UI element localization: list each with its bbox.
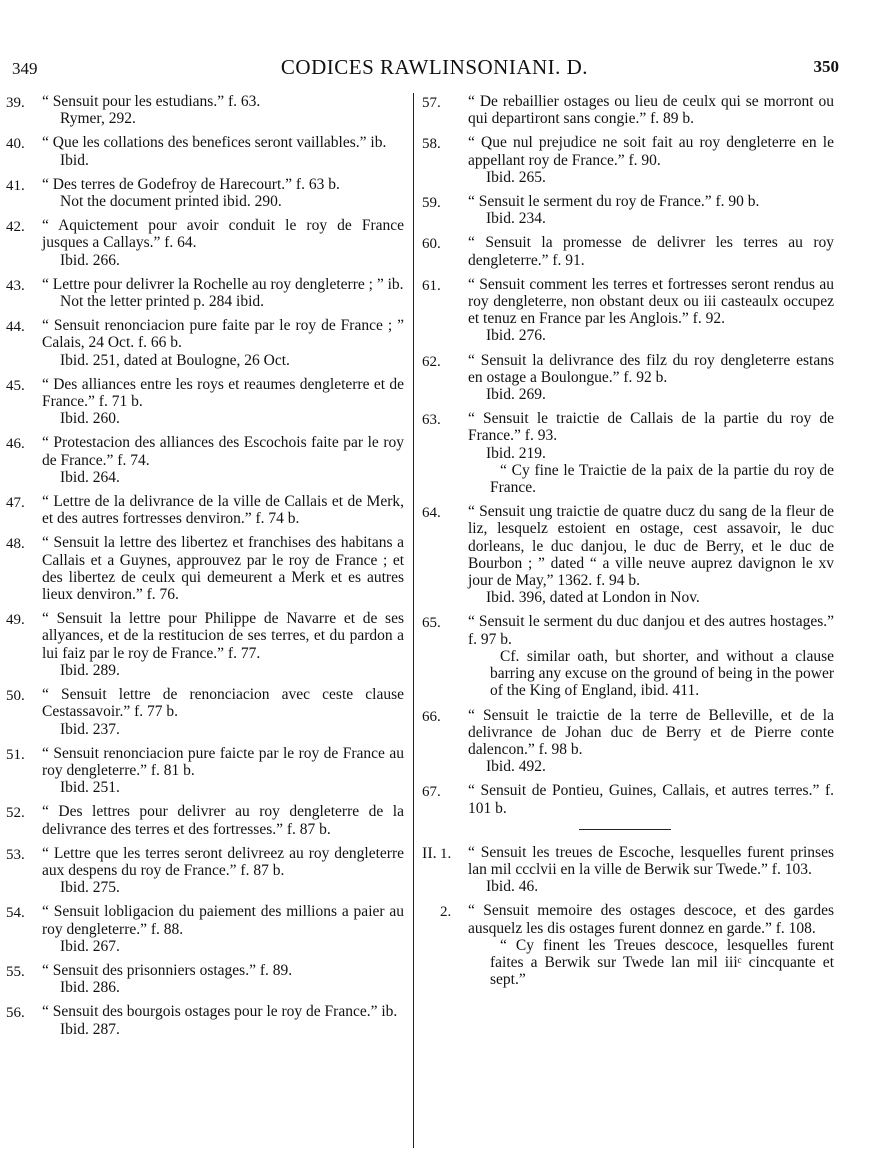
entry-text: “ Sensuit le traictie de Callais de la partie du roy de France.” f. 93. [468,410,834,445]
entry-number: 56. [6,1005,25,1022]
right-column [424,93,834,995]
catalogue-entry-60 [424,234,834,268]
entry-number: 55. [6,963,25,980]
catalogue-entry-52 [6,803,404,838]
catalogue-entry-57 [424,93,834,127]
entry-text: “ Que les collations des benefices seront vaillables.” ib. [42,134,387,152]
entry-text: “ Des terres de Godefroy de Harecourt.” f. 63 b. [42,175,340,193]
catalogue-entry-51 [6,744,404,797]
entry-text: “ Sensuit lettre de renonciacion avec ceste clause Cestassavoir.” f. 77 b. [42,686,404,721]
entry-text: “ Sensuit les treues de Escoche, lesquelles furent prinses lan mil ccclvii en la ville de Berwik sur Twede.” f. 103. [468,843,834,878]
entry-text: “ Aquictement pour avoir conduit le roy de France jusques a Callays.” f. 64. [42,217,404,252]
entry-text: “ Des lettres pour delivrer au roy dengleterre de la delivrance des terres et des fortresses.” f. 87 b. [42,803,404,838]
entry-number: 62. [422,353,441,370]
entry-text: “ Lettre que les terres seront delivreez au roy dengleterre aux despens du roy de France.” f. 87 b. [42,844,404,879]
entry-reference: Ibid. 289. [60,661,120,679]
entry-text: “ Protestacion des alliances des Escochois faite par le roy de France.” f. 74. [42,434,404,469]
entry-text: “ Sensuit le serment du roy de France.” f. 90 b. [468,193,760,211]
catalogue-entry-53 [6,844,404,897]
entry-number: 63. [422,412,441,429]
entry-reference: Ibid. 269. [486,386,546,404]
entry-number: 61. [422,277,441,294]
entry-text: “ Sensuit des prisonniers ostages.” f. 89. [42,961,293,979]
entry-text: “ Sensuit comment les terres et fortresses seront rendus au roy dengleterre, non obstant deux ou iii casteaulx occupez et tenuz en France par les Anglois.” f. 92. [468,275,834,328]
entry-reference: Ibid. 251, dated at Boulogne, 26 Oct. [60,351,290,369]
entry-number: 50. [6,688,25,705]
entry-reference: Ibid. 234. [486,210,546,228]
entry-number: 65. [422,615,441,632]
entry-number: 46. [6,436,25,453]
section-ii-entry-2 [424,902,834,988]
page-number-right: 350 [813,57,839,76]
entry-reference: Ibid. 251. [60,779,120,797]
entry-number: 41. [6,177,25,194]
entry-reference: Ibid. 276. [486,327,546,345]
entry-number: 47. [6,495,25,512]
catalogue-entry-41 [6,175,404,211]
entry-text: “ Sensuit la delivrance des filz du roy dengleterre estans en ostage a Boulongue.” f. 92 b. [468,351,834,386]
entry-reference: Ibid. 46. [486,878,539,896]
entry-reference: Ibid. 266. [60,251,120,269]
catalogue-entry-48 [6,534,404,604]
entry-number: 53. [6,846,25,863]
entry-note: “ Cy fine le Traictie de la paix de la partie du roy de France. [490,461,834,497]
catalogue-entry-43 [6,275,404,311]
entry-number: 39. [6,95,25,111]
entry-reference: Not the letter printed p. 284 ibid. [60,293,265,311]
entry-number: 64. [422,505,441,522]
entry-reference: Rymer, 292. [60,110,136,128]
catalogue-entry-67 [424,782,834,816]
catalogue-entry-50 [6,686,404,738]
entry-reference: Ibid. [60,151,89,169]
entry-text: “ Sensuit pour les estudians.” f. 63. [42,93,261,110]
entry-text: “ Sensuit renonciacion pure faicte par le roy de France au roy dengleterre.” f. 81 b. [42,744,404,779]
catalogue-entry-54 [6,903,404,955]
entry-number: 59. [422,195,441,212]
entry-text: “ De rebaillier ostages ou lieu de ceulx qui se morront ou qui departiront sans congie.” f. 89 b. [468,93,834,128]
page-title: CODICES RAWLINSONIANI. D. [280,55,589,79]
entry-text: “ Sensuit des bourgois ostages pour le roy de France.” ib. [42,1003,398,1021]
entry-reference: Ibid. 396, dated at London in Nov. [486,589,700,607]
entry-reference: Ibid. 260. [60,410,120,428]
entry-note: “ Cy finent les Treues descoce, lesquelles furent faites a Berwik sur Twede lan mil iiiᶜ cincquante et sept.” [490,936,834,989]
catalogue-entry-44 [6,317,404,369]
entry-reference: Ibid. 267. [60,937,120,955]
section-ii [424,844,834,989]
entry-text: “ Sensuit de Pontieu, Guines, Callais, et autres terres.” f. 101 b. [468,782,834,817]
entry-reference: Ibid. 492. [486,758,546,776]
entry-text: “ Lettre de la delivrance de la ville de Callais et de Merk, et des autres fortresses denviron.” f. 74 b. [42,493,404,528]
entry-text: “ Sensuit le serment du duc danjou et des autres hostages.” f. 97 b. [468,613,834,648]
catalogue-entry-59 [424,193,834,227]
catalogue-entry-63 [424,410,834,496]
entry-number: 42. [6,219,25,236]
catalogue-entry-45 [6,375,404,428]
entry-number: 43. [6,277,25,294]
catalogue-entry-58 [424,134,834,186]
catalogue-entry-42 [6,217,404,269]
entry-note: Cf. similar oath, but shorter, and without a clause barring any excuse on the ground of being in the power of the King of England, ibid. 411. [490,647,834,700]
entry-reference: Ibid. 264. [60,468,120,486]
entry-number: 60. [422,236,441,253]
entry-number: 51. [6,746,25,763]
catalogue-entry-46 [6,434,404,486]
catalogue-entry-66 [424,707,834,776]
entry-number: 2. [440,904,452,921]
entry-number: 40. [6,136,25,153]
page-number-left: 349 [12,59,38,78]
entry-number: 66. [422,708,441,725]
catalogue-entry-65 [424,613,834,699]
catalogue-entry-61 [424,276,834,345]
column-divider [413,93,414,1148]
catalogue-entry-62 [424,352,834,404]
page-header [0,55,869,85]
entry-text: “ Sensuit la lettre pour Philippe de Navarre et de ses allyances, et de la restitucion de ses terres, et du pardon a lui faiz par le roy de France.” f. 77. [42,610,404,662]
entry-text: “ Des alliances entre les roys et reaumes dengleterre et de France.” f. 71 b. [42,375,404,411]
section-label: II. [422,844,437,862]
entry-reference: Ibid. 286. [60,979,120,997]
section-ii-entry-1 [424,844,834,896]
entry-number: 52. [6,805,25,822]
entry-reference: Not the document printed ibid. 290. [60,193,282,211]
entry-text: “ Sensuit ung traictie de quatre ducz du sang de la fleur de liz, lesquelz estoient en ostage, cest assavoir, le duc dorleans, le duc danjou, le duc de Berry, et le duc de Bourbon ; ” dated “ a ville neuve auprez davignon le xv jour de May,” 1362. f. 94 b. [468,503,834,590]
entry-number: 45. [6,377,25,394]
entry-text: “ Sensuit le traictie de la terre de Belleville, et de la delivrance de Johan duc de Berry et de Pierre conte dalencon.” f. 98 b. [468,706,834,758]
entry-text: “ Sensuit memoire des ostages descoce, et des gardes ausquelz les dis ostages furent donnez en garde.” f. 108. [468,902,834,937]
catalogue-entry-40 [6,134,404,169]
entry-text: “ Sensuit lobligacion du paiement des millions a paier au roy dengleterre.” f. 88. [42,903,404,938]
catalogue-entry-39 [6,93,404,128]
entry-reference: Ibid. 287. [60,1020,120,1038]
catalogue-entry-55 [6,961,404,997]
entry-number: 1. [440,845,452,862]
entry-number: 44. [6,319,25,336]
entry-number: 67. [422,784,441,801]
entry-text: “ Que nul prejudice ne soit fait au roy dengleterre en le appellant roy de France.” f. 90. [468,134,834,169]
entry-number: 49. [6,612,25,629]
entry-number: 48. [6,536,25,553]
catalogue-entry-49 [6,610,404,679]
entry-number: 58. [422,136,441,153]
left-column [6,93,404,1045]
catalogue-entry-47 [6,493,404,528]
entry-reference: Ibid. 265. [486,168,546,186]
entry-reference: Ibid. 237. [60,720,120,738]
entry-number: 57. [422,95,441,111]
entry-number: 54. [6,905,25,922]
section-rule [579,829,671,830]
catalogue-entry-64 [424,503,834,606]
entry-reference: Ibid. 219. [486,444,546,462]
entry-reference: Ibid. 275. [60,879,120,897]
entry-text: “ Sensuit renonciacion pure faite par le roy de France ; ” Calais, 24 Oct. f. 66 b. [42,317,404,352]
entry-text: “ Sensuit la promesse de delivrer les terres au roy dengleterre.” f. 91. [468,234,834,269]
entry-text: “ Sensuit la lettre des libertez et franchises des habitans a Callais et a Guynes, approuvez par le roy de France ; et des libertez de ceulx qui demeurent a Merk et es autres lieux denviron.” f. 76. [42,534,404,604]
entry-text: “ Lettre pour delivrer la Rochelle au roy dengleterre ; ” ib. [42,275,404,293]
catalogue-entry-56 [6,1003,404,1038]
